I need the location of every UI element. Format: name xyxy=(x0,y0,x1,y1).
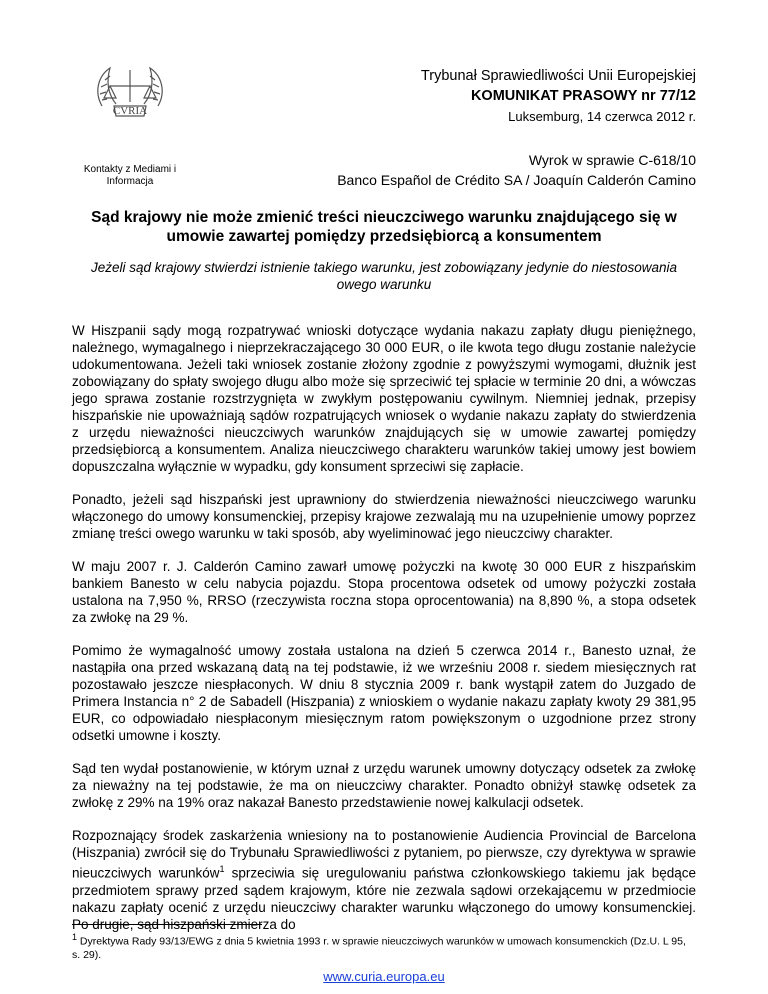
footnote-text: Dyrektywa Rady 93/13/EWG z dnia 5 kwietnia 1993 r. w sprawie nieuczciwych warunków w umowach konsumenckich (Dz.U. L 95, s. 29). xyxy=(72,935,686,961)
header-block xyxy=(421,66,696,128)
paragraph: W maju 2007 r. J. Calderón Camino zawarł umowę pożyczki na kwotę 30 000 EUR z hiszpańskim bankiem Banesto w celu nabycia pojazdu. Stopa procentowa odsetek od umowy pożyczki została ustalona na 7,950 %, RRSO (rzeczywista roczna stopa oprocentowania) na 8,890 %, a stopa odsetek za zwłokę na 29 %. xyxy=(72,559,696,625)
paragraph-text: Rozpoznający środek zaskarżenia wniesiony na to postanowienie Audiencia Provincial de Barcelona (Hiszpania) zwrócił się do Trybunału Sprawiedliwości z pytaniem, po pierwsze, czy dyrektywa w sprawie nieuczciwych warunków xyxy=(72,828,696,881)
paragraph: Ponadto, jeżeli sąd hiszpański jest uprawniony do stwierdzenia nieważności nieuczciwego warunku włączonego do umowy konsumenckiej, przepisy krajowe zezwalają mu na uzupełnienie umowy poprzez zmianę treści owego warunku w taki sposób, aby wyeliminować jego nieuczciwy charakter. xyxy=(72,492,696,541)
footnote-reference[interactable]: 1 xyxy=(219,864,225,874)
press-subtitle: Jeżeli sąd krajowy stwierdzi istnienie takiego warunku, jest zobowiązany jedynie do niestosowania owego warunku xyxy=(90,260,678,292)
case-number: Wyrok w sprawie C-618/10 xyxy=(528,152,696,168)
paragraph: Pomimo że wymagalność umowy została ustalona na dzień 5 czerwca 2014 r., Banesto uznał, że nastąpiła ona przed wskazaną datą na tej podstawie, iż we wrześniu 2008 r. siedem miesięcznych rat pozostawało jeszcze niespłaconych. W dniu 8 stycznia 2009 r. bank wystąpił zatem do Juzgado de Primera Instancia n° 2 de Sabadell (Hiszpania) z wnioskiem o wydanie nakazu zapłaty kwoty 29 381,95 EUR, co odpowiadało niespłaconym miesięcznym ratom powiększonym o uzgodnione przez strony odsetki umowne i koszty. xyxy=(72,643,696,743)
footnote-divider xyxy=(72,924,262,925)
footnote xyxy=(72,931,696,962)
case-parties: Banco Español de Crédito SA / Joaquín Calderón Camino xyxy=(337,172,696,188)
paragraph-text: sprzeciwia się uregulowaniu państwa członkowskiego takiemu jak będące przedmiotem sprawy przed sądem krajowym, które nie zezwala sądowi orzekającemu w przedmiocie nakazu zapłaty ocenić z urzędu nieuczciwy charakter warunku włączonego do umowy konsumenckiej. Po drugie, sąd hiszpański zmierza do xyxy=(72,865,696,932)
court-name: Trybunał Sprawiedliwości Unii Europejskiej xyxy=(420,68,696,84)
paragraph xyxy=(72,827,696,933)
body-text xyxy=(72,322,696,949)
press-release-number: KOMUNIKAT PRASOWY nr 77/12 xyxy=(470,88,696,104)
press-title: Sąd krajowy nie może zmienić treści nieuczciwego warunku znajdującego się w umowie zawartej pomiędzy przedsiębiorcą a konsumentem xyxy=(91,209,677,245)
place-date: Luksemburg, 14 czerwca 2012 r. xyxy=(508,109,696,124)
judgment-info xyxy=(337,150,696,190)
footer xyxy=(0,969,768,984)
logo-text: CVRIA xyxy=(112,105,148,117)
paragraph: Sąd ten wydał postanowienie, w którym uznał z urzędu warunek umowny dotyczący odsetek za zwłokę za nieważny na tej podstawie, że ma on nieuczciwy charakter. Ponadto obniżył stawkę odsetek za zwłokę z 29% na 19% oraz nakazał Banesto przedstawienie nowej kalkulacji odsetek. xyxy=(72,761,696,810)
website-link[interactable]: www.curia.europa.eu xyxy=(323,969,445,984)
curia-logo xyxy=(80,62,180,152)
footnote-number: 1 xyxy=(72,932,78,942)
paragraph: W Hiszpanii sądy mogą rozpatrywać wnioski dotyczące wydania nakazu zapłaty długu pieniężnego, należnego, wymagalnego i nieprzekraczającego 30 000 EUR, o ile kwota tego długu zostanie należycie udokumentowana. Jeżeli taki wniosek zostanie złożony zgodnie z powyższymi wymogami, dłużnik jest zobowiązany do spłaty swojego długu albo może się sprzeciwić tej spłacie w terminie 20 dni, a wówczas jego sprawa zostanie rozstrzygnięta w zwykłym postępowaniu cywilnym. Niemniej jednak, przepisy hiszpańskie nie upoważniają sądów rozpatrujących wniosek o wydanie nakazu zapłaty do stwierdzenia z urzędu nieważności nieuczciwych warunków znajdujących się w umowie zawartej pomiędzy przedsiębiorcą a konsumentem. Analiza nieuczciwego charakteru warunków takiej umowy jest bowiem dopuszczalna wyłącznie w wypadku, gdy konsument sprzeciwi się zapłacie. xyxy=(72,323,696,474)
media-contact: Kontakty z Mediami i Informacja xyxy=(83,164,177,187)
